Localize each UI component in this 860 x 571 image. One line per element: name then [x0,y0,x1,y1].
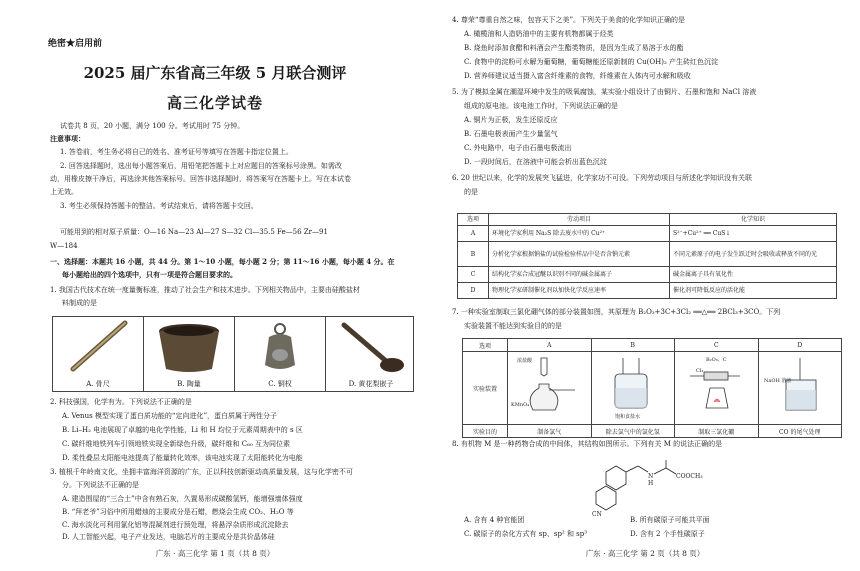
q6-row-d-work: 物理化学家研制催化剂以加快化学反应速率 [489,283,670,299]
secret-label: 绝密★启用前 [48,39,103,49]
note-2c: 上无效。 [50,188,78,196]
table-row [458,226,837,242]
flask-apparatus-a [509,352,589,422]
q5-stem: 5. 为了模拟金属在潮湿环境中发生的吸氧腐蚀，某实验小组设计了由铜片、石墨和饱和 NaCl 溶液 [452,88,757,96]
q7-label-a2: KMnO₄ [511,402,530,408]
note-2b: 动，用橡皮擦干净后，再选涂其他答案标号。回答非选择题时，将答案写在答题卡上。写在本试卷 [50,175,351,183]
q5-option-c: C. 外电路中，电子由石墨电极流出 [464,144,572,152]
atomic-masses-cont: W—184 [50,242,78,250]
note-1: 1. 答卷前，考生务必将自己的姓名、准考证号等填写在答题卡指定位置上。 [60,148,293,156]
pottery-measure-image [144,317,234,377]
section1-heading: 一、选择题：本题共 16 小题，共 44 分。第 1～10 小题，每小题 2 分；第 11～16 小题，每小题 4 分。在 [50,257,395,266]
q6-header-knowledge: 化学知识 [670,214,837,226]
q7-purpose-d: CO 的尾气处理 [758,425,842,438]
table-row [458,283,837,299]
q3-option-a: A. 建造围屋的“三合土”中含有熟石灰，久置易形成碳酸氢钙，能增强墙体强度 [62,495,303,503]
q6-row-a-option: A [458,226,489,242]
q8-atom-n: N [648,473,654,480]
q7-stem-cont: 实验装置不能达到实验目的的是 [464,322,562,330]
q1-option-c-label: C. 铜权 [268,380,292,388]
q7-label-option: 选项 [463,339,508,352]
note-3: 3. 考生必须保持答题卡的整洁。考试结束后，请将答题卡交回。 [60,202,258,210]
q8-option-a: A. 含有 4 种官能团 [464,516,525,524]
exam-subtitle: 高三化学试卷 [166,94,263,112]
q7-purpose-c: 制取三氯化硼 [675,425,759,438]
gas-wash-bottle-b [593,352,673,422]
q8-option-b: B. 所有碳原子可能共平面 [630,516,710,524]
q7-stem: 7. 一种实验室制取三氯化硼气体的部分装置如图，其原理为 B₂O₃+3C+3Cl₂ ══△══ 2BCl₃+3CO。下列 [452,308,781,316]
q7-apparatus-a [508,352,592,425]
q1-option-c [235,317,326,391]
q6-row-b-option: B [458,242,489,267]
note-2a: 2. 回答选择题时，选出每小题答案后，用铅笔把答题卡上对应题目的答案标号涂黑。如需改 [60,162,342,170]
q4-option-b: B. 烧鱼时添加食醋和料酒会产生酯类物质，是因为生成了易溶于水的酯 [464,44,684,52]
q7-label-purpose: 实验目的 [463,425,508,438]
q7-label-c1: B₂O₃、C [706,357,727,363]
q1-option-d [326,317,416,391]
q1-stem-cont: 料制成的是 [62,299,97,307]
q7-label-a1: 浓盐酸 [517,358,533,364]
q6-stem: 6. 20 世纪以来，化学的发展突飞猛进，化学家功不可没。下列劳动项目与所述化学知识没有关联 [452,174,753,182]
q7-col-d: D [758,339,842,352]
q6-row-d-knowledge: 催化剂可降低反应的活化能 [670,283,837,299]
q3-stem-cont: 分。下列说法不正确的是 [62,481,139,489]
section1-heading-cont: 每小题给出的四个选项中，只有一项是符合题目要求的。 [62,270,237,279]
q7-label-apparatus: 实验装置 [463,352,508,425]
q7-purpose-a: 制备氯气 [508,425,592,438]
q4-option-a: A. 橄榄油和人造奶油中的主要有机物都属于烃类 [464,30,614,38]
bone-ruler-image [53,317,143,377]
notes-heading: 注意事项： [50,134,85,143]
q6-row-a-knowledge: S²⁻+Cu²⁺ ══ CuS↓ [670,226,837,242]
q6-header-option: 选项 [458,214,489,226]
q6-header-work: 劳动项目 [489,214,670,226]
q2-stem: 2. 科技强国，化学有为。下列说法不正确的是 [50,398,192,406]
q3-option-c: C. 海水淡化可利用氯化铝等混凝剂进行预处理，将悬浮杂质形成沉淀除去 [62,521,289,529]
q5-option-a: A. 铜片为正极，发生还原反应 [464,116,558,124]
q8-stem: 8. 有机物 M 是一种药物合成的中间体，其结构如图所示。下列有关 M 的说法正确的是 [452,440,723,448]
q7-apparatus-d [758,352,842,425]
q8-atom-h: H [648,480,654,487]
q7-col-a: A [508,339,592,352]
bronze-weight-image [235,317,325,377]
q6-stem-cont: 的是 [464,188,478,196]
q1-stem: 1. 我国古代技术在统一度量衡标准，推动了社会生产和技术进步。下列相关物品中，主要由硅酸盐材 [50,286,360,294]
q7-apparatus-b [591,352,675,425]
q8-group-coo: COOCH₃ [676,473,703,480]
q3-option-d: D. 人工智能兴起，电子产业发达，电脑芯片的主要成分是共价晶体硅 [62,533,275,541]
q8-group-cn: CN [592,511,602,516]
q8-option-d: D. 含有 2 个手性碳原子 [630,530,705,538]
table-row [458,242,837,267]
q2-option-d: D. 柔性叠层太阳能电池提高了能量转化效率，该电池实现了太阳能转化为电能 [62,454,303,462]
q7-label-c2: Cl₂ [696,368,704,374]
q3-option-b: B. “拜老爷”习俗中所用蜡烛的主要成分是石蜡，燃烧会生成 CO₂、H₂O 等 [62,508,294,516]
q5-option-b: B. 石墨电极表面产生少量氢气 [464,130,558,138]
q4-option-c: C. 食物中的淀粉可水解为葡萄糖，葡萄糖能还原新制的 Cu(OH)₂ 产生砖红色沉淀 [464,58,718,66]
q5-stem-cont: 组成的原电池。该电池工作时，下列说法正确的是 [464,102,618,110]
q7-purpose-b: 除去氯气中的氯化氢 [591,425,675,438]
q6-row-c-knowledge: 碱金属离子具有氧化性 [670,267,837,283]
q1-option-a-label: A. 骨尺 [86,380,110,388]
q7-col-c: C [675,339,759,352]
table-row [458,267,837,283]
q7-label-b1: 饱和食盐水 [614,414,640,420]
q7-table [462,338,842,438]
q6-row-b-work: 分析化学家根据钠盐的试验检验样品中是否含钠元素 [489,242,670,267]
q6-row-c-work: 结构化学家合成冠醚以识别不同的碱金属离子 [489,267,670,283]
atomic-masses: 可能用到的相对原子质量：O—16 Na—23 Al—27 S—32 Cl—35.5 Fe—56 Zr—91 [60,228,328,236]
footer-right: 广东 · 高三化学 第 2 页（共 8 页） [585,549,705,558]
q1-option-b-label: B. 陶量 [177,380,201,388]
beaker-apparatus-d [760,352,840,422]
q6-row-b-knowledge: 不同元素原子的电子发生跃迁时会吸收或释放不同的光 [670,242,837,267]
wooden-scoop-image [326,317,416,377]
q7-apparatus-c [675,352,759,425]
exam-info: 试卷共 8 页，20 小题，满分 100 分。考试用时 75 分钟。 [60,122,245,130]
q5-option-d: D. 一段时间后，在溶液中可能会析出蓝色沉淀 [464,158,607,166]
q1-option-b [144,317,235,391]
footer-left: 广东 · 高三化学 第 1 页（共 8 页） [155,549,275,558]
q4-stem: 4. 尊荣“尊重自然之味，包容天下之美”。下列关于美食的化学知识正确的是 [452,16,686,24]
q6-row-c-option: C [458,267,489,283]
q2-option-c: C. 碳纤维地铁列车引领地铁实现全新绿色升级，碳纤维和 C₆₀ 互为同位素 [62,440,290,448]
q6-row-d-option: D [458,283,489,299]
q8-option-c: C. 碳原子的杂化方式有 sp、sp² 和 sp³ [464,530,588,538]
reaction-tube-c [676,352,756,422]
exam-title: 2025 届广东省高三年级 5 月联合测评 [83,64,347,82]
q7-label-d1: NaOH 溶液 [763,378,792,384]
q1-image-row [52,316,414,392]
q7-col-b: B [591,339,675,352]
q2-option-b: B. Li–H₂ 电池展现了卓越的电化学性能，Li 和 H 均位于元素周期表中的 s 区 [62,426,303,434]
q4-option-d: D. 营养师建议适当摄入富含纤维素的食物，纤维素在人体内可水解和吸收 [464,72,691,80]
q1-option-d-label: D. 黄花梨嵌子 [348,380,394,388]
q3-stem: 3. 植根千年岭南文化，坐拥丰富海洋资源的广东，正以科技创新驱动高质量发展，这与化学密不可 [50,468,353,476]
q6-table [457,213,837,299]
q6-row-a-work: 环境化学家利用 Na₂S 除去废水中的 Cu²⁺ [489,226,670,242]
q2-option-a: A. Venus 模型实现了蛋白质功能的“定向进化”，蛋白质属于两性分子 [62,412,278,420]
q8-molecule-structure [576,458,716,516]
q1-option-a [53,317,144,391]
